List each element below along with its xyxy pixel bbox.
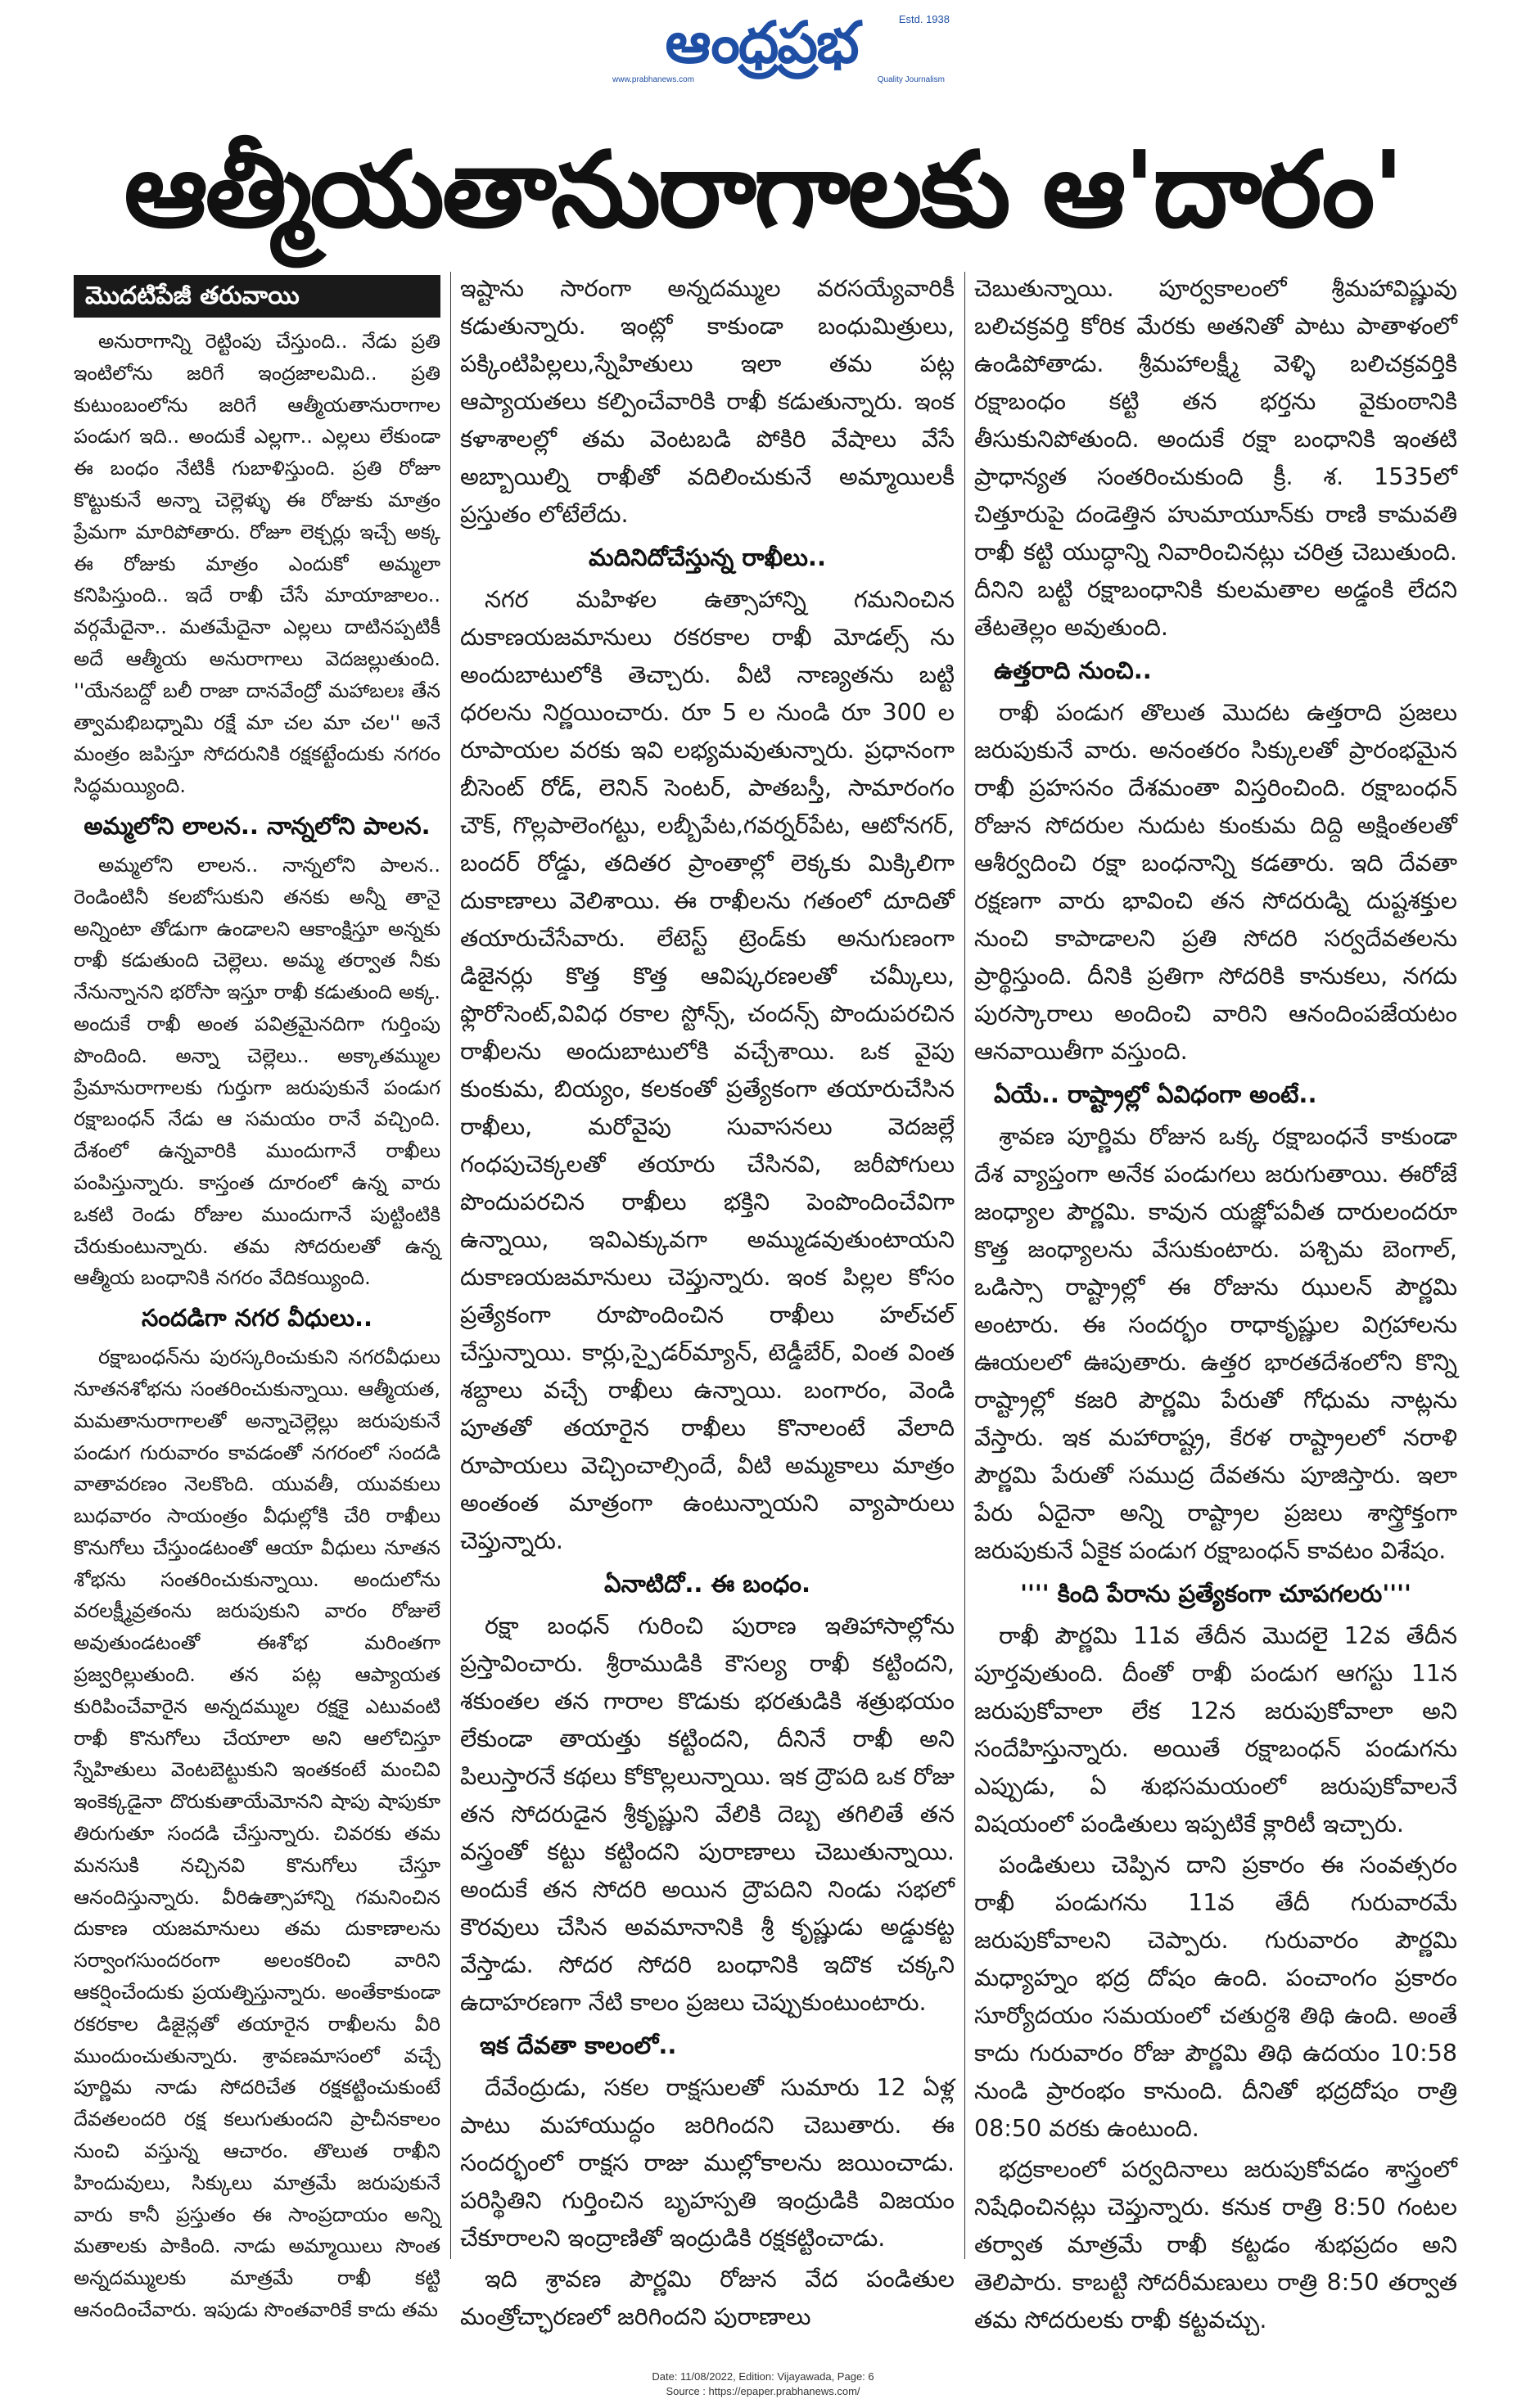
column-divider <box>964 272 965 2259</box>
subheading: ఏయే.. రాష్ట్రాల్లో ఏవిధంగా అంటే.. <box>994 1080 1317 1108</box>
article-headline: ఆత్మీయతానురాగాలకు ఆ'దారం' <box>124 129 1402 251</box>
subheading: ఇక దేవతా కాలంలో.. <box>480 2031 677 2059</box>
paragraph: రక్షా బంధన్ గురించి పురాణ ఇతిహాసాల్లోను ప్రస్తావించారు. శ్రీరాముడికి కౌసల్య రాఖీ కట్టిందని, శకుంతల తన గారాల కొడుకు భరతుడికి శత్రుభయం లేకుండా తాయత్తు కట్టిందని, దీనినే రాఖీ అని పిలుస్తారనే కథలు కోకొల్లలున్నాయి. ఇక ద్రౌపది ఒక రోజు తన సోదరుడైన శ్రీకృష్ణుని వేలికి దెబ్బ తగిలితే తన వస్త్రంతో కట్టు కట్టిందని పురాణాలు చెబుతున్నాయి. అందుకే తన సోదరి అయిన ద్రౌపదిని నిండు సభలో కౌరవులు చేసిన అవమానానికి శ్రీ కృష్ణుడు అడ్డుకట్ట వేస్తాడు. సోదర సోదరి బంధానికి ఇదొక చక్కని ఉదాహరణగా నేటి కాలం ప్రజలు చెప్పుకుంటుంటారు. <box>460 1612 955 2016</box>
paragraph: ఇది శ్రావణ పౌర్ణమి రోజున వేద పండితుల మంత్రోచ్ఛారణలో జరిగిందని పురాణాలు <box>460 2266 955 2330</box>
paragraph: శ్రావణ పూర్ణిమ రోజున ఒక్క రక్షాబంధనే కాకుండా దేశ వ్యాప్తంగా అనేక పండుగలు జరుగుతాయి. ఈరోజే జంధ్యాల పౌర్ణమి. కావున యజ్ఞోపవీత దారులందరూ కొత్త జంధ్యాలను వేసుకుంటారు. పశ్చిమ బెంగాల్, ఒడిస్సా రాష్ట్రాల్లో ఈ రోజును ఝులన్ పౌర్ణమి అంటారు. ఈ సందర్భం రాధాకృష్ణుల విగ్రహాలను ఊయలలో ఊపుతారు. ఉత్తర భారతదేశంలోని కొన్ని రాష్ట్రాల్లో కజరి పౌర్ణమి పేరుతో గోధుమ నాట్లను వేస్తారు. ఇక మహారాష్ట్ర, కేరళ రాష్ట్రాలలో నరాళి పౌర్ణమి పేరుతో సముద్ర దేవతను పూజిస్తారు. ఇలా పేరు ఏదైనా అన్ని రాష్ట్రాల ప్రజలు శాస్త్రోక్తంగా జరుపుకునే ఏకైక పండుగ రక్షాబంధన్ కావటం విశేషం. <box>974 1123 1457 1564</box>
subheading: సందడిగా నగర వీధులు.. <box>141 1304 373 1333</box>
paragraph: రాఖీ పౌర్ణమి 11వ తేదీన మొదలై 12వ తేదీన పూర్తవుతుంది. దీంతో రాఖీ పండుగ ఆగస్టు 11న జరుపుకోవాలా లేక 12న జరుపుకోవాలా అని సందేహిస్తున్నారు. అయితే రక్షాబంధన్ పండుగను ఎప్పుడు, ఏ శుభసమయంలో జరుపుకోవాలనే విషయంలో పండితులు ఇప్పటికే క్లారిటీ ఇచ్చారు. <box>974 1622 1457 1838</box>
continuation-kicker: మొదటిపేజీ తరువాయి <box>74 275 440 318</box>
paragraph: రక్షాబంధన్‌ను పురస్కరించుకుని నగరవీధులు నూతనశోభను సంతరించుకున్నాయి. ఆత్మీయత, మమతానురాగాలతో అన్నాచెల్లెల్లు జరుపుకునే పండుగ గురువారం కావడంతో నగరంలో సందడి వాతావరణం నెలకొంది. యువతీ, యువకులు బుధవారం సాయంత్రం వీధుల్లోకి చేరి రాఖీలు కొనుగోలు చేస్తుండటంతో ఆయా వీధులు నూతన శోభను సంతరించుకున్నాయి. అందులోను వరలక్ష్మీవ్రతంను జరుపుకుని వారం రోజులే అవుతుండటంతో ఈశోభ మరింతగా ప్రజ్వరిల్లుతుంది. తన పట్ల ఆప్యాయత కురిపించేవారైన అన్నదమ్ముల రక్షకై ఎటువంటి రాఖీ కొనుగోలు చేయాలా అని ఆలోచిస్తూ స్నేహితులు వెంటబెట్టుకుని ఇంతకంటే మంచివి ఇంకెక్కడైనా దొరుకుతాయేమోనని షాపు షాపుకూ తిరుగుతూ సందడి చేస్తున్నారు. చివరకు తమ మనసుకి నచ్చినవి కొనుగోలు చేస్తూ ఆనందిస్తున్నారు. వీరిఉత్సాహాన్ని గమనించిన దుకాణ యజమానులు తమ దుకాణాలను సర్వాంగసుందరంగా అలంకరించి వారిని ఆకర్షించేందుకు ప్రయత్నిస్తున్నారు. అంతేకాకుండా రకరకాల డిజైన్లతో తయారైన రాఖీలను వీరి ముందుంచుతున్నారు. శ్రావణమాసంలో వచ్చే పూర్ణిమ నాడు సోదరిచేత రక్షకట్టించుకుంటే దేవతలందరి రక్ష కలుగుతుందని ప్రాచీనకాలం నుంచి వస్తున్న ఆచారం. తొలుత రాఖీని హిందువులు, సిక్కులు మాత్రమే జరుపుకునే వారు కానీ ప్రస్తుతం ఈ సాంప్రదాయం అన్ని మతాలకు పాకింది. నాడు అమ్మాయిలు సొంత అన్నదమ్ములకు మాత్రమే రాఖీ కట్టి ఆనందించేవారు. ఇపుడు సొంతవారికే కాదు తమ <box>74 1346 440 2322</box>
logo-website: www.prabhanews.com <box>612 75 695 84</box>
subheading: అమ్మలోని లాలన.. నాన్నలోని పాలన. <box>84 811 431 840</box>
paragraph: అమ్మలోని లాలన.. నాన్నలోని పాలన.. రెండింటినీ కలబోసుకుని తనకు అన్నీ తానై అన్నింటా తోడుగా ఉండాలని ఆకాంక్షిస్తూ అన్నకు రాఖీ కడుతుంది చెల్లెలు. అమ్మ తర్వాత నీకు నేనున్నానని భరోసా ఇస్తూ రాఖీ కడుతుంది అక్క. అందుకే రాఖీ అంత పవిత్రమైనదిగా గుర్తింపు పొందింది. అన్నా చెల్లెలు.. అక్కాతమ్ముల ప్రేమానురాగాలకు గుర్తుగా జరుపుకునే పండుగ రక్షాబంధన్ నేడు ఆ సమయం రానే వచ్చింది. దేశంలో ఉన్నవారికి ముందుగానే రాఖీలు పంపిస్తున్నారు. కాస్తంత దూరంలో ఉన్న వారు ఒకటి రెండు రోజుల ముందుగానే పుట్టింటికి చేరుకుంటున్నారు. తమ సోదరులతో ఉన్న ఆత్మీయ బంధానికి నగరం వేదికయ్యింది. <box>74 853 440 1290</box>
paragraph: రాఖీ పండుగ తొలుత మొదట ఉత్తరాది ప్రజలు జరుపుకునే వారు. అనంతరం సిక్కులతో ప్రారంభమైన రాఖీ ప్రహసనం దేశమంతా విస్తరించింది. రక్షాబంధన్ రోజున సోదరుల నుదుట కుంకుమ దిద్ది అక్షింతలతో ఆశీర్వదించి రక్షా బంధనాన్ని కడతారు. ఇది దేవతా రక్షణగా వారు భావించి తన సోదరుడ్ని దుష్టశక్తుల నుంచి కాపాడాలని ప్రతి సోదరి సర్వదేవతలను ప్రార్థిస్తుంది. దీనికి ప్రతిగా సోదరికి కానుకలు, నగదు పురస్కారాలు అందించి వారిని ఆనందింపజేయటం ఆనవాయితీగా వస్తుంది. <box>974 699 1457 1065</box>
paragraph: చెబుతున్నాయి. పూర్వకాలంలో శ్రీమహావిష్ణువు బలిచక్రవర్తి కోరిక మేరకు అతనితో పాటు పాతాళంలో ఉండిపోతాడు. శ్రీమహాలక్ష్మీ వెళ్ళి బలిచక్రవర్తికి రక్షాబంధం కట్టి తన భర్తను వైకుంఠానికి తీసుకునిపోతుంది. అందుకే రక్షా బంధానికి ఇంతటి ప్రాధాన్యత సంతరించుకుంది క్రీ. శ. 1535లో చిత్తూరుపై దండెత్తిన హుమాయూన్‌కు రాణి కామవతి రాఖీ కట్టి యుద్ధాన్ని నివారించినట్లు చరిత్ర చెబుతుంది. దీనిని బట్టి రక్షాబంధానికి కులమతాల అడ్డంకి లేదని తేటతెల్లం అవుతుంది. <box>974 275 1457 641</box>
paragraph: పండితులు చెప్పిన దాని ప్రకారం ఈ సంవత్సరం రాఖీ పండుగను 11వ తేదీ గురువారమే జరుపుకోవాలని చెప్పారు. గురువారం పౌర్ణమి మధ్యాహ్నం భద్ర దోషం ఉంది. పంచాంగం ప్రకారం సూర్యోదయం సమయంలో చతుర్దశి తిథి ఉంది. అంతే కాదు గురువారం రోజు పౌర్ణమి తిథి ఉదయం 10:58 నుండి ప్రారంభం కానుంది. దీనితో భద్రదోషం రాత్రి 08:50 వరకు ఉంటుంది. <box>974 1851 1457 2142</box>
subheading: మదినిదోచేస్తున్న రాఖీలు.. <box>589 543 826 571</box>
newspaper-logo: ఆంధ్రప్రభ <box>665 9 858 76</box>
column-divider <box>450 272 451 2259</box>
paragraph: ఇష్టాను సారంగా అన్నదమ్ముల వరసయ్యేవారికీ కడుతున్నారు. ఇంట్లో కాకుండా బంధుమిత్రులు, పక్కింటిపిల్లలు,స్నేహితులు ఇలా తమ పట్ల ఆప్యాయతలు కల్పించేవారికి రాఖీ కడుతున్నారు. ఇంక కళాశాలల్లో తమ వెంటబడి పోకిరి వేషాలు వేసే అబ్బాయిల్ని రాఖీతో వదిలించుకునే అమ్మాయిలకీ ప్రస్తుతం లోటేలేదు. <box>460 275 955 528</box>
footer-date-edition: Date: 11/08/2022, Edition: Vijayawada, Page: 6 <box>652 2370 874 2383</box>
masthead <box>589 10 950 85</box>
footer-source: Source : https://epaper.prabhanews.com/ <box>666 2385 860 2397</box>
logo-established: Estd. 1938 <box>898 13 950 25</box>
subheading: ఏనాటిదో.. ఈ బంధం. <box>603 1570 811 1598</box>
paragraph: భద్రకాలంలో పర్వదినాలు జరుపుకోవడం శాస్త్రంలో నిషేధించినట్లు చెప్తున్నారు. కనుక రాత్రి 8:50 గంటల తర్వాత మాత్రమే రాఖీ కట్టడం శుభప్రదం అని తెలిపారు. కాబట్టి సోదరీమణులు రాత్రి 8:50 తర్వాత తమ సోదరులకు రాఖీ కట్టవచ్చు. <box>974 2156 1457 2334</box>
article-column-1 <box>74 270 440 2329</box>
logo-tagline: Quality Journalism <box>877 75 945 84</box>
paragraph: దేవేంద్రుడు, సకల రాక్షసులతో సుమారు 12 ఏళ్ల పాటు మహాయుద్ధం జరిగిందని చెబుతారు. ఈ సందర్భంలో రాక్షస రాజు ముల్లోకాలను జయించాడు. పరిస్థితిని గుర్తించిన బృహస్పతి ఇంద్రుడికి విజయం చేకూరాలని ఇంద్రాణితో ఇంద్రుడికి రక్షకట్టించాడు. <box>460 2074 955 2252</box>
paragraph: నగర మహిళల ఉత్సాహాన్ని గమనించిన దుకాణయజమానులు రకరకాల రాఖీ మోడల్స్ ను అందుబాటులోకి తెచ్చారు. వీటి నాణ్యతను బట్టి ధరలను నిర్ణయించారు. రూ 5 ల నుండి రూ 300 ల రూపాయల వరకు ఇవి లభ్యమవుతున్నారు. ప్రధానంగా బీసెంట్ రోడ్, లెనిన్ సెంటర్, పాతబస్తీ, సామారంగం చౌక్, గొల్లపాలెంగట్టు, లబ్బీపేట,గవర్నర్‌పేట, ఆటోనగర్, బందర్ రోడ్డు, తదితర ప్రాంతాల్లో లెక్కకు మిక్కిలిగా దుకాణాలు వెలిశాయి. ఈ రాఖీలను గతంలో దూదితో తయారుచేసేవారు. లేటెస్ట్ ట్రెండ్‌కు అనుగుణంగా డిజైనర్లు కొత్త కొత్త ఆవిష్కరణలతో చమ్కీలు, ఫ్లొరోసెంట్,వివిధ రకాల స్టోన్స్, చందన్స్ పొందుపరచిన రాఖీలను అందుబాటులోకి వచ్చేశాయి. ఒక వైపు కుంకుమ, బియ్యం, కలకంతో ప్రత్యేకంగా తయారుచేసిన రాఖీలు, మరోవైపు సువాసనలు వెదజల్లే గంధపుచెక్కలతో తయారు చేసినవి, జరీపోగులు పొందుపరచిన రాఖీలు భక్తిని పెంపొందించేవిగా ఉన్నాయి, ఇవిఎక్కువగా అమ్ముడవుతుంటాయని దుకాణయజమానులు చెప్తున్నారు. ఇంక పిల్లల కోసం ప్రత్యేకంగా రూపొందించిన రాఖీలు హల్‌చల్ చేస్తున్నాయి. కార్లు,స్పైడర్‌మ్యాన్, టెడ్డీబేర్, వింత వింత శబ్దాలు వచ్చే రాఖీలు ఉన్నాయి. బంగారం, వెండి పూతతో తయారైన రాఖీలు కొనాలంటే వేలాది రూపాయలు వెచ్చించాల్సిందే, వీటి అమ్మకాలు మాత్రం అంతంత మాత్రంగా ఉంటున్నాయని వ్యాపారులు చెప్తున్నారు. <box>460 586 955 1554</box>
paragraph: అనురాగాన్ని రెట్టింపు చేస్తుంది.. నేడు ప్రతి ఇంటిలోను జరిగే ఇంద్రజాలమిది.. ప్రతి కుటుంబంలోను జరిగే ఆత్మీయతానురాగాల పండుగ ఇది.. అందుకే ఎల్లగా.. ఎల్లలు లేకుండా ఈ బంధం నేటికీ గుబాళిస్తుంది. ప్రతి రోజూ కొట్టుకునే అన్నా చెల్లెళ్ళు ఈ రోజుకు మాత్రం ప్రేమగా మారిపోతారు. రోజూ లెక్చర్లు ఇచ్చే అక్క ఈ రోజుకు మాత్రం ఎందుకో అమ్మలా కనిపిస్తుంది.. ఇదే రాఖీ చేసే మాయాజాలం.. వర్గమేదైనా.. మతమేదైనా ఎల్లలు దాటినప్పటికీ అదే ఆత్మీయ అనురాగాలు వెదజల్లుతుంది. ''యేనబద్దో బలీ రాజా దానవేంద్రో మహాబలః తేన త్వామభిబధ్నామి రక్షే మా చల మా చల'' అనే మంత్రం జపిస్తూ సోదరునికి రక్షకట్టేందుకు నగరం సిద్ధమయ్యింది. <box>74 330 440 798</box>
subheading: '''' కింది పేరాను ప్రత్యేకంగా చూపగలరు'''' <box>1020 1580 1411 1608</box>
article-column-2 <box>460 270 955 2339</box>
subheading: ఉత్తరాది నుంచి.. <box>994 656 1152 684</box>
article-column-3 <box>974 270 1457 2343</box>
